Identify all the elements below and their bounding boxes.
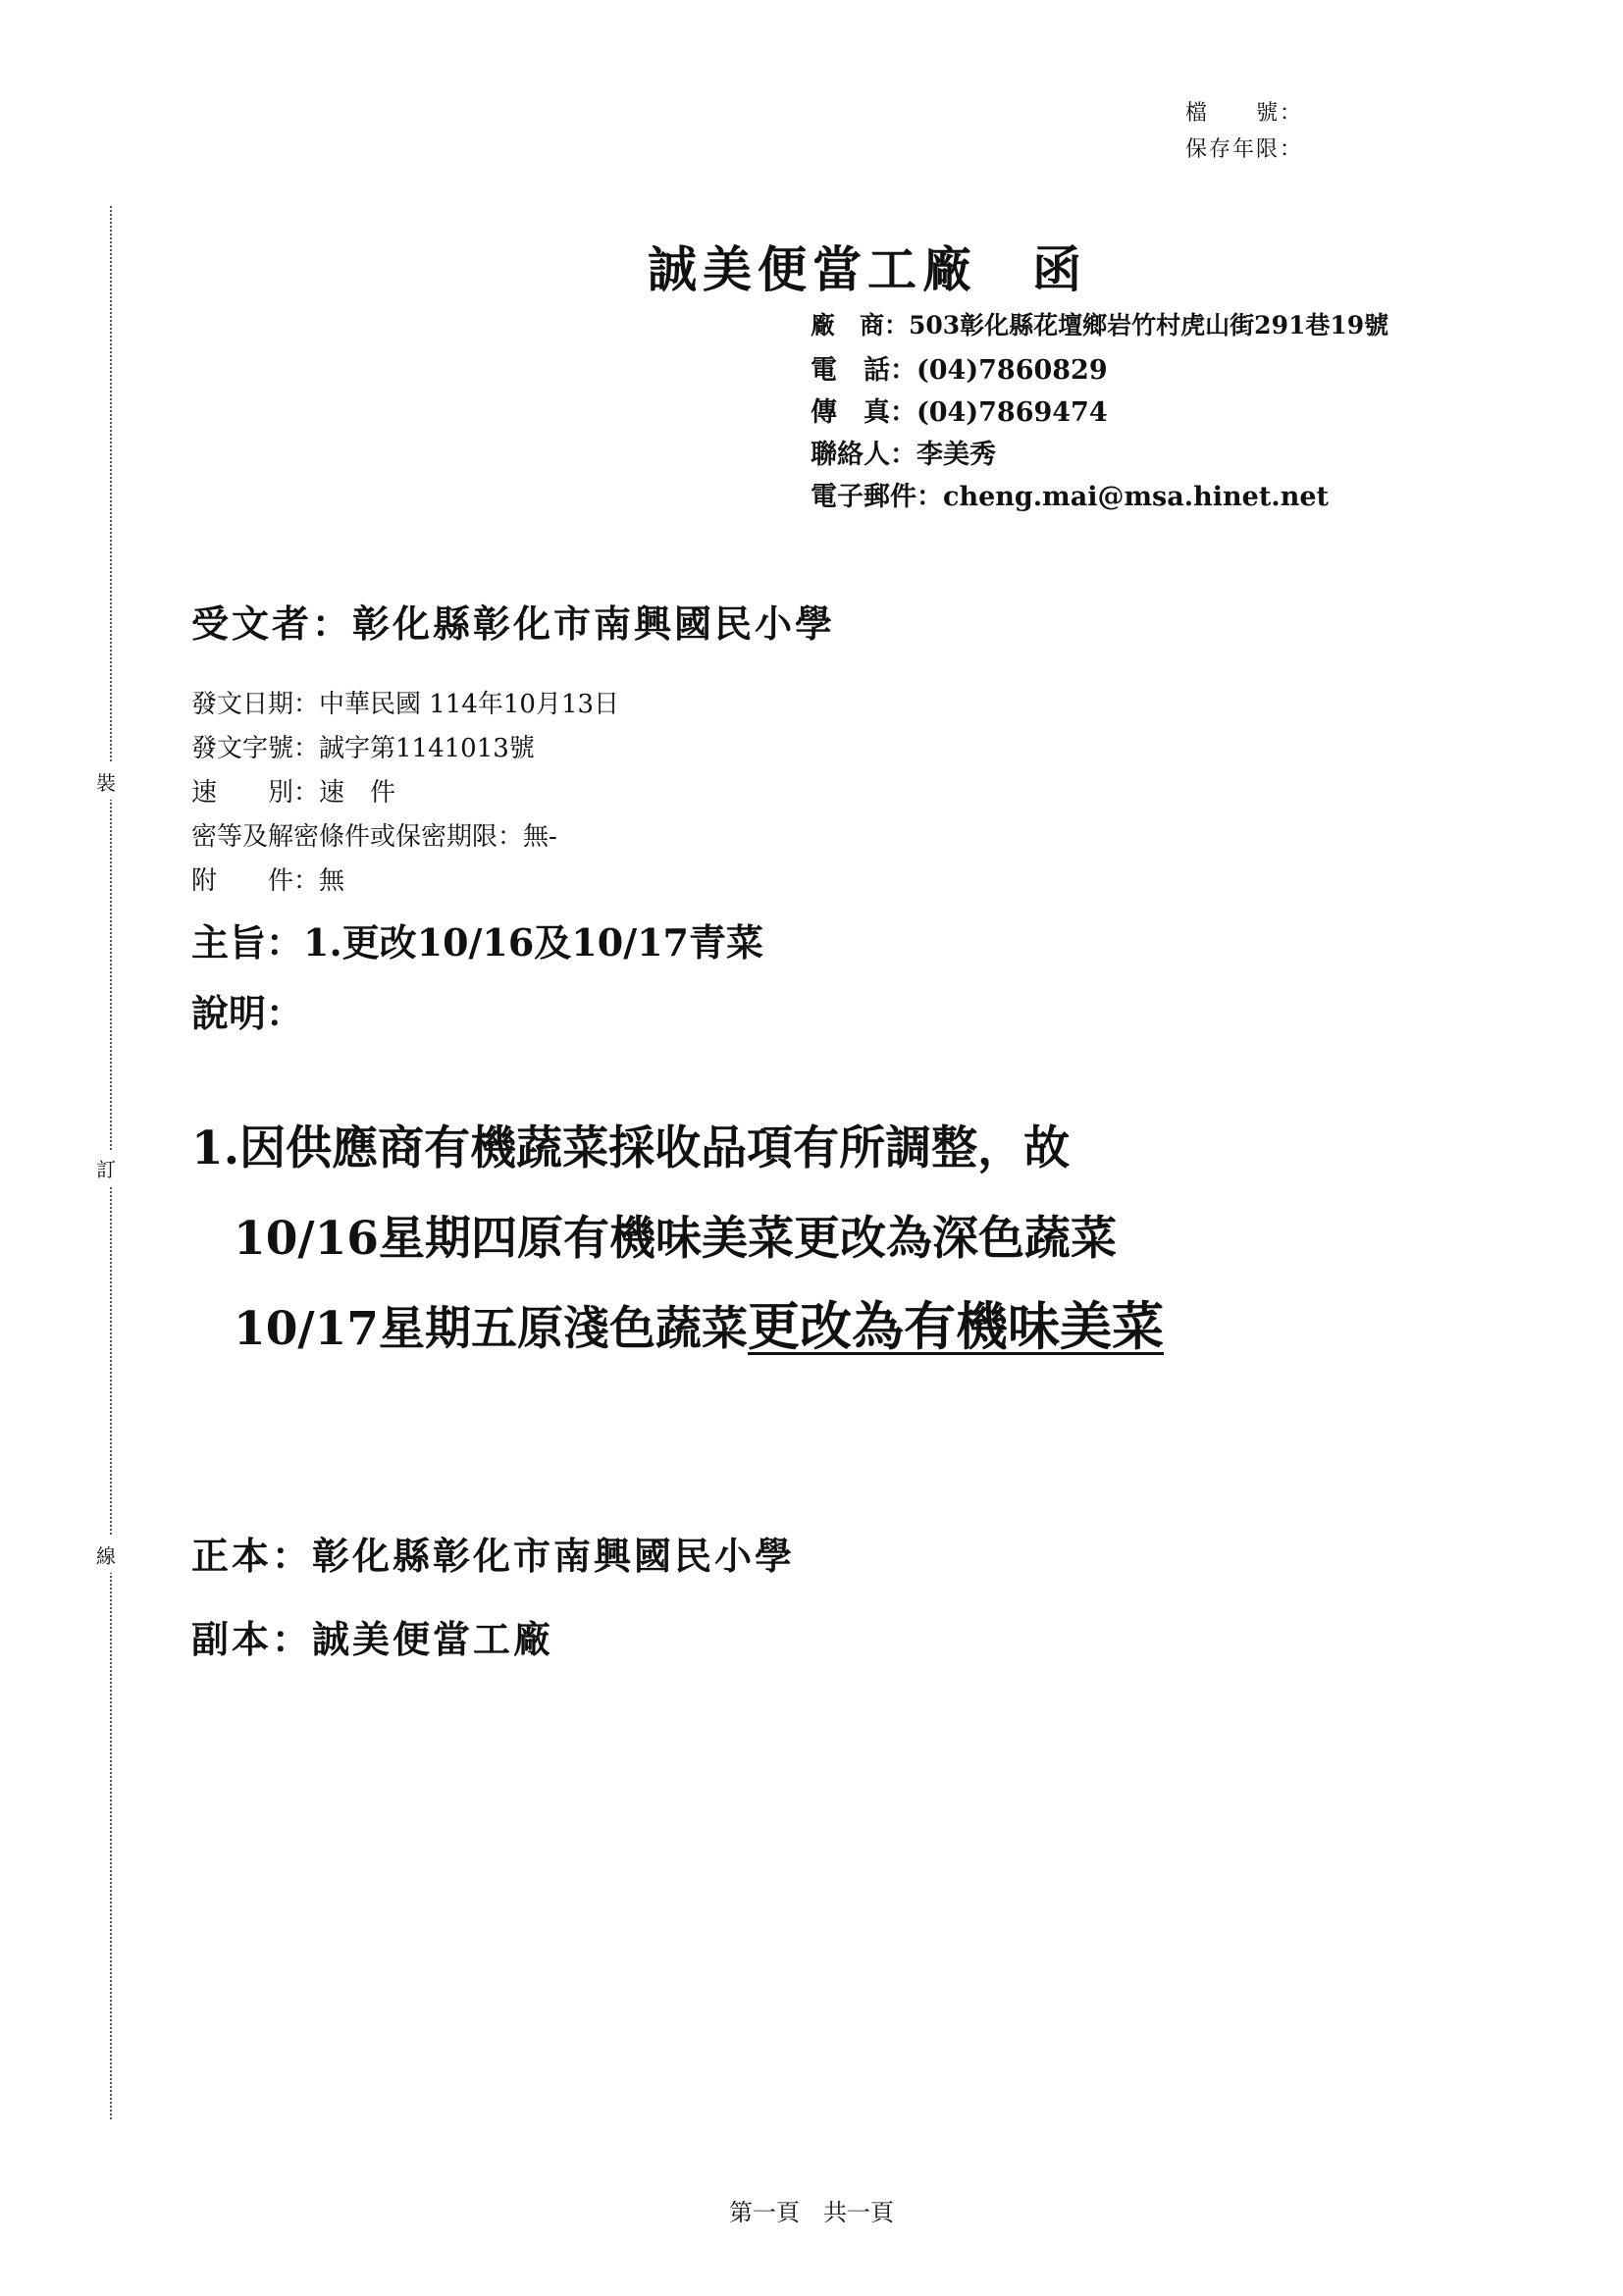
recipient: 受文者：彰化縣彰化市南興國民小學	[191, 601, 836, 646]
file-number-label: 檔 號：	[1185, 101, 1304, 126]
description-label: 說明：	[191, 991, 304, 1035]
body-line-3-emphasis: 更改為有機味美菜	[747, 1296, 1164, 1357]
body-line-1: 1.因供應商有機蔬菜採收品項有所調整，故	[191, 1122, 1071, 1175]
binding-mark-zhuang: 裝	[96, 763, 116, 800]
subject: 主旨：1.更改10/16及10/17青菜	[191, 920, 763, 965]
document-title: 誠美便當工廠 函	[648, 240, 1087, 298]
sender-address: 廠 商：503彰化縣花壇鄉岩竹村虎山街291巷19號	[811, 311, 1389, 339]
page-footer: 第一頁 共一頁	[729, 2199, 894, 2226]
issue-date: 發文日期：中華民國 114年10月13日	[191, 690, 620, 719]
body-line-3	[234, 1285, 1164, 1360]
sender-contact-person: 聯絡人：李美秀	[811, 440, 996, 470]
binding-mark-xian: 線	[96, 1537, 116, 1573]
sender-phone: 電 話：(04)7860829	[811, 355, 1108, 386]
original-copy-recipient: 正本：彰化縣彰化市南興國民小學	[191, 1534, 796, 1578]
sender-fax: 傳 真：(04)7869474	[811, 397, 1108, 428]
binding-mark-ding: 訂	[96, 1150, 116, 1186]
sender-email: 電子郵件：cheng.mai@msa.hinet.net	[811, 482, 1329, 512]
attachments: 附 件：無	[191, 866, 345, 896]
document-number: 發文字號：誠字第1141013號	[191, 734, 535, 763]
body-line-2: 10/16星期四原有機味美菜更改為深色蔬菜	[234, 1212, 1117, 1266]
delivery-speed: 速 別：速 件	[191, 778, 396, 808]
secrecy-level: 密等及解密條件或保密期限：無-	[191, 822, 557, 852]
retention-period-label: 保存年限：	[1185, 137, 1304, 162]
body-line-3-prefix: 10/17星期五原淺色蔬菜	[234, 1302, 748, 1356]
duplicate-copy-recipient: 副本：誠美便當工廠	[191, 1617, 554, 1661]
